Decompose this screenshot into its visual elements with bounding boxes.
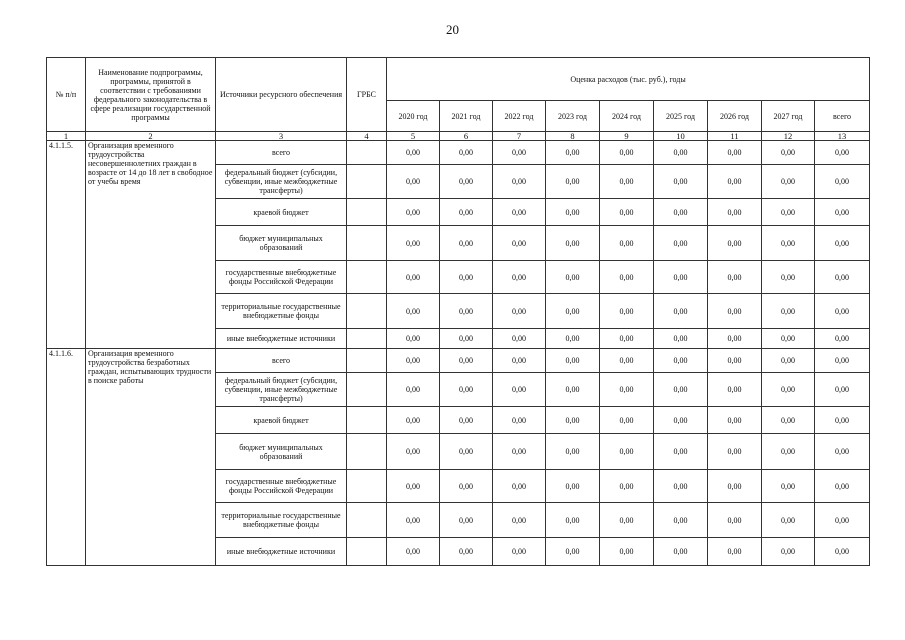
cost-value: 0,00 [387,141,440,165]
funding-source: федеральный бюджет (субсидии, субвенции, иные межбюджетные трансферты) [216,373,347,407]
column-index: 5 [387,132,440,141]
cost-value: 0,00 [708,329,762,349]
cost-value: 0,00 [654,329,708,349]
cost-value: 0,00 [546,261,600,294]
cost-value: 0,00 [387,373,440,407]
funding-source: краевой бюджет [216,199,347,226]
cost-value: 0,00 [815,470,870,503]
cost-value: 0,00 [762,141,815,165]
grbs-cell [347,434,387,470]
page-number: 20 [446,22,459,37]
funding-source: всего [216,349,347,373]
cost-value: 0,00 [654,470,708,503]
cost-value: 0,00 [600,261,654,294]
cost-value: 0,00 [546,503,600,538]
cost-value: 0,00 [708,349,762,373]
cost-value: 0,00 [440,373,493,407]
grbs-cell [347,165,387,199]
column-index: 13 [815,132,870,141]
table-row [47,349,870,373]
column-index: 1 [47,132,86,141]
funding-source: бюджет муниципальных образований [216,226,347,261]
cost-value: 0,00 [815,373,870,407]
cost-value: 0,00 [493,226,546,261]
header-num: № п/п [47,58,86,132]
cost-value: 0,00 [546,141,600,165]
grbs-cell [347,503,387,538]
column-index: 7 [493,132,546,141]
funding-source: федеральный бюджет (субсидии, субвенции, иные межбюджетные трансферты) [216,165,347,199]
cost-value: 0,00 [440,538,493,566]
header-year: всего [815,101,870,132]
cost-value: 0,00 [387,165,440,199]
cost-value: 0,00 [762,261,815,294]
funding-source: иные внебюджетные источники [216,538,347,566]
cost-value: 0,00 [546,329,600,349]
column-index: 10 [654,132,708,141]
column-index: 6 [440,132,493,141]
cost-value: 0,00 [654,503,708,538]
column-index: 2 [86,132,216,141]
funding-source: бюджет муниципальных образований [216,434,347,470]
cost-value: 0,00 [654,349,708,373]
cost-value: 0,00 [654,407,708,434]
cost-value: 0,00 [762,226,815,261]
cost-value: 0,00 [440,165,493,199]
cost-value: 0,00 [440,199,493,226]
cost-value: 0,00 [600,199,654,226]
cost-value: 0,00 [654,538,708,566]
grbs-cell [347,199,387,226]
cost-value: 0,00 [493,199,546,226]
cost-value: 0,00 [708,165,762,199]
grbs-cell [347,261,387,294]
cost-value: 0,00 [546,349,600,373]
cost-value: 0,00 [600,470,654,503]
header-year: 2023 год [546,101,600,132]
cost-value: 0,00 [546,538,600,566]
cost-value: 0,00 [654,199,708,226]
cost-value: 0,00 [440,349,493,373]
item-code: 4.1.1.5. [47,141,86,349]
cost-value: 0,00 [387,294,440,329]
header-source: Источники ресурсного обеспечения [216,58,347,132]
cost-value: 0,00 [387,199,440,226]
grbs-cell [347,470,387,503]
cost-value: 0,00 [762,434,815,470]
cost-value: 0,00 [762,407,815,434]
cost-value: 0,00 [493,329,546,349]
cost-value: 0,00 [600,434,654,470]
column-index: 9 [600,132,654,141]
grbs-cell [347,538,387,566]
funding-source: иные внебюджетные источники [216,329,347,349]
cost-value: 0,00 [815,349,870,373]
cost-value: 0,00 [546,434,600,470]
cost-value: 0,00 [546,226,600,261]
header-year: 2026 год [708,101,762,132]
column-index: 3 [216,132,347,141]
cost-value: 0,00 [387,226,440,261]
grbs-cell [347,373,387,407]
cost-value: 0,00 [762,165,815,199]
cost-value: 0,00 [708,226,762,261]
cost-value: 0,00 [493,294,546,329]
header-year: 2027 год [762,101,815,132]
header-year: 2024 год [600,101,654,132]
cost-value: 0,00 [815,141,870,165]
cost-value: 0,00 [493,538,546,566]
cost-value: 0,00 [546,470,600,503]
funding-source: территориальные государственные внебюджетные фонды [216,294,347,329]
cost-value: 0,00 [762,329,815,349]
cost-value: 0,00 [762,470,815,503]
cost-value: 0,00 [654,226,708,261]
cost-value: 0,00 [600,503,654,538]
cost-value: 0,00 [440,294,493,329]
cost-value: 0,00 [708,538,762,566]
cost-value: 0,00 [708,199,762,226]
column-index: 12 [762,132,815,141]
cost-value: 0,00 [815,261,870,294]
grbs-cell [347,226,387,261]
cost-value: 0,00 [600,407,654,434]
cost-value: 0,00 [387,349,440,373]
item-name: Организация временного трудоустройства несовершеннолетних граждан в возрасте от 14 до 18 лет в свободное от учебы время [86,141,216,349]
cost-value: 0,00 [762,349,815,373]
cost-value: 0,00 [815,407,870,434]
cost-value: 0,00 [654,141,708,165]
cost-value: 0,00 [387,329,440,349]
cost-value: 0,00 [493,165,546,199]
cost-value: 0,00 [815,434,870,470]
cost-value: 0,00 [815,329,870,349]
cost-value: 0,00 [440,329,493,349]
header-year: 2025 год [654,101,708,132]
cost-value: 0,00 [654,434,708,470]
grbs-cell [347,407,387,434]
cost-value: 0,00 [600,226,654,261]
cost-value: 0,00 [387,470,440,503]
cost-value: 0,00 [440,503,493,538]
cost-value: 0,00 [440,407,493,434]
cost-value: 0,00 [600,294,654,329]
cost-value: 0,00 [440,470,493,503]
cost-value: 0,00 [600,349,654,373]
funding-source: краевой бюджет [216,407,347,434]
funding-source: государственные внебюджетные фонды Российской Федерации [216,470,347,503]
cost-value: 0,00 [815,226,870,261]
cost-value: 0,00 [600,165,654,199]
cost-value: 0,00 [493,349,546,373]
cost-value: 0,00 [546,165,600,199]
cost-value: 0,00 [493,503,546,538]
grbs-cell [347,329,387,349]
cost-value: 0,00 [654,373,708,407]
cost-value: 0,00 [708,434,762,470]
cost-value: 0,00 [546,199,600,226]
cost-value: 0,00 [654,165,708,199]
cost-value: 0,00 [493,434,546,470]
item-code: 4.1.1.6. [47,349,86,566]
cost-value: 0,00 [708,503,762,538]
cost-value: 0,00 [387,538,440,566]
cost-value: 0,00 [654,294,708,329]
funding-source: всего [216,141,347,165]
grbs-cell [347,294,387,329]
cost-value: 0,00 [600,373,654,407]
cost-value: 0,00 [387,261,440,294]
cost-value: 0,00 [815,503,870,538]
header-grbs: ГРБС [347,58,387,132]
cost-value: 0,00 [815,538,870,566]
cost-value: 0,00 [493,373,546,407]
cost-value: 0,00 [708,294,762,329]
cost-value: 0,00 [493,261,546,294]
cost-value: 0,00 [600,329,654,349]
cost-value: 0,00 [654,261,708,294]
cost-value: 0,00 [440,434,493,470]
cost-value: 0,00 [387,503,440,538]
cost-value: 0,00 [815,199,870,226]
grbs-cell [347,141,387,165]
cost-value: 0,00 [762,538,815,566]
cost-value: 0,00 [440,261,493,294]
header-name: Наименование подпрограммы, программы, принятой в соответствии с требованиями федерального законодательства в сфере реализации государственной программы [86,58,216,132]
budget-table [46,57,870,566]
cost-value: 0,00 [387,434,440,470]
column-index: 11 [708,132,762,141]
cost-value: 0,00 [762,373,815,407]
cost-value: 0,00 [440,141,493,165]
cost-value: 0,00 [546,407,600,434]
cost-value: 0,00 [762,503,815,538]
cost-value: 0,00 [546,373,600,407]
cost-value: 0,00 [815,294,870,329]
cost-value: 0,00 [708,470,762,503]
header-costs: Оценка расходов (тыс. руб.), годы [387,58,870,101]
funding-source: территориальные государственные внебюджетные фонды [216,503,347,538]
cost-value: 0,00 [546,294,600,329]
cost-value: 0,00 [493,407,546,434]
cost-value: 0,00 [708,261,762,294]
cost-value: 0,00 [387,407,440,434]
cost-value: 0,00 [815,165,870,199]
cost-value: 0,00 [440,226,493,261]
column-index: 8 [546,132,600,141]
header-year: 2020 год [387,101,440,132]
item-name: Организация временного трудоустройства безработных граждан, испытывающих трудности в поиске работы [86,349,216,566]
cost-value: 0,00 [708,373,762,407]
cost-value: 0,00 [708,141,762,165]
cost-value: 0,00 [762,199,815,226]
cost-value: 0,00 [708,407,762,434]
grbs-cell [347,349,387,373]
cost-value: 0,00 [762,294,815,329]
cost-value: 0,00 [600,141,654,165]
header-year: 2022 год [493,101,546,132]
table-row [47,141,870,165]
cost-value: 0,00 [493,141,546,165]
cost-value: 0,00 [493,470,546,503]
column-index: 4 [347,132,387,141]
header-year: 2021 год [440,101,493,132]
funding-source: государственные внебюджетные фонды Российской Федерации [216,261,347,294]
cost-value: 0,00 [600,538,654,566]
